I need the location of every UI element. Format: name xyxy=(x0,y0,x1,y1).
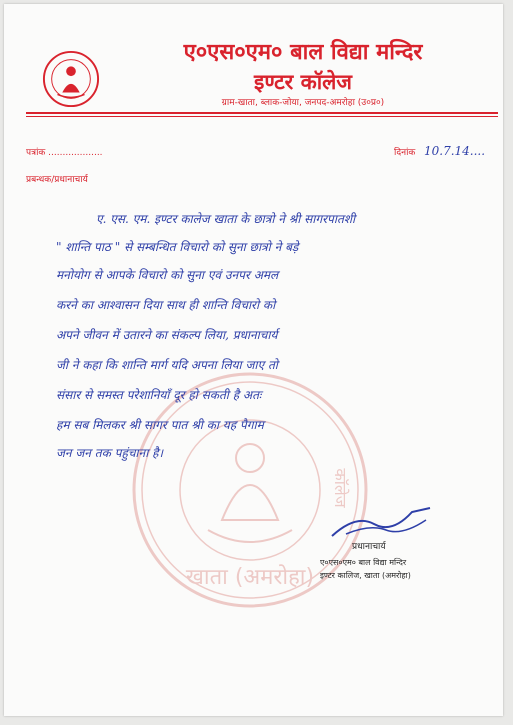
reference-number-label: पत्रांक ................... xyxy=(26,148,103,158)
college-name: इण्टर कॉलेज xyxy=(254,70,352,94)
header-rule xyxy=(26,112,498,114)
body-line: हम सब मिलकर श्री सागर पात श्री का यह पैगाम xyxy=(56,418,264,432)
school-address: ग्राम-खाता, ब्लाक-जोया, जनपद-अमरोहा (उ०प्र०) xyxy=(221,98,385,108)
body-line: जन जन तक पहुंचाना है। xyxy=(56,446,164,460)
body-line: " शान्ति पाठ " से सम्बन्धित विचारो को सुना छात्रो ने बड़े xyxy=(56,240,299,254)
header-rule-thin xyxy=(26,116,498,117)
signature-org-line2: इण्टर कालिज, खाता (अमरोहा) xyxy=(320,571,411,580)
body-line: मनोयोग से आपके विचारो को सुना एवं उनपर अमल xyxy=(56,268,279,282)
handwritten-signature xyxy=(326,504,436,544)
date-value: 10.7.14.... xyxy=(424,144,486,158)
body-line: जी ने कहा कि शान्ति मार्ग यदि अपना लिया जाए तो xyxy=(56,358,278,372)
letter-page xyxy=(4,4,503,716)
body-line: संसार से समस्त परेशानियाँ दूर हो सकती है अतः xyxy=(56,388,262,402)
body-line: अपने जीवन में उतारने का संकल्प लिया, प्रधानाचार्य xyxy=(56,328,278,342)
body-line: करने का आश्वासन दिया साथ ही शान्ति विचारो को xyxy=(56,298,276,312)
date-label: दिनांक xyxy=(394,148,416,158)
school-name: ए०एस०एम० बाल विद्या मन्दिर xyxy=(183,40,423,65)
signature-org-line1: ए०एस०एम० बाल विद्या मन्दिर xyxy=(320,558,407,567)
body-line: ए. एस. एम. इण्टर कालेज खाता के छात्रो ने श्री सागरपातशी xyxy=(96,212,356,226)
watermark-text: खाता (अमरोहा) xyxy=(185,565,315,590)
addressee-label: प्रबन्धक/प्रधानाचार्य xyxy=(26,175,88,185)
principal-title: प्रधानाचार्य xyxy=(352,542,386,552)
school-seal-logo xyxy=(42,50,100,108)
watermark-side-text: कॉलेज xyxy=(331,468,350,508)
